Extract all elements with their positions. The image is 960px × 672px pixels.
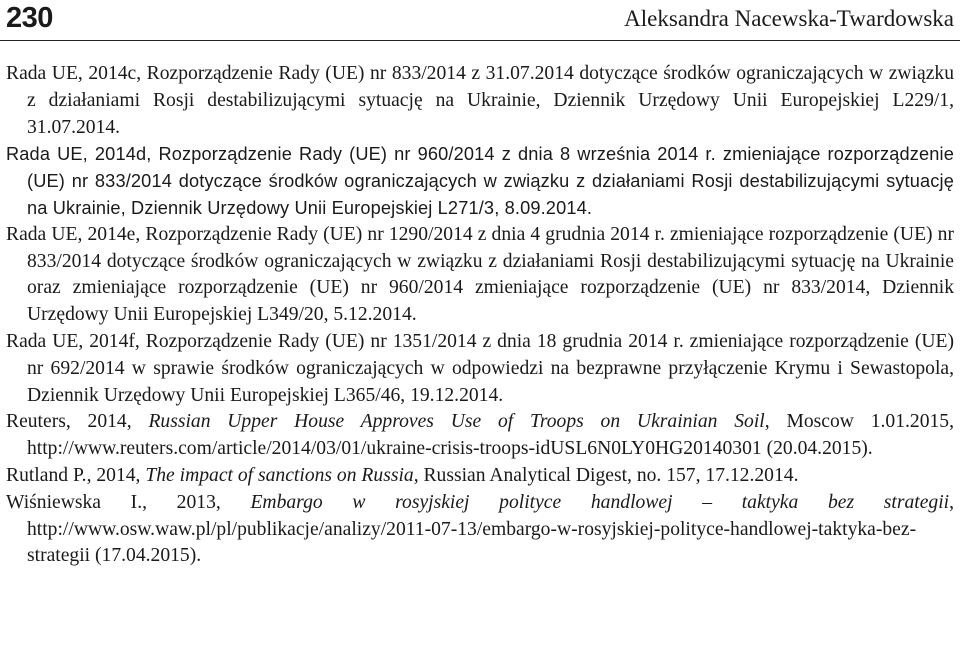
reference-details: , Russian Analytical Digest, no. 157, 17.12.2014. <box>413 464 799 486</box>
reference-text: Rada UE, 2014c, Rozporządzenie Rady (UE) nr 833/2014 z 31.07.2014 dotyczące środków ograniczających w związku z działaniami Rosji destabilizującymi sytuację na Ukrainie, Dziennik Urzędowy Unii Europejskiej L229/1, 31.07.2014. <box>6 63 954 138</box>
reference-item <box>6 409 954 463</box>
reference-item <box>6 222 954 329</box>
reference-access-date: (17.04.2015). <box>90 545 202 567</box>
reference-item <box>6 61 954 141</box>
reference-item <box>6 329 954 409</box>
references-list <box>6 61 954 570</box>
reference-title: Russian Upper House Approves Use of Troops on Ukrainian Soil <box>148 411 765 433</box>
reference-item <box>6 141 954 221</box>
reference-details: , Moscow 1.01.2015, <box>764 411 954 433</box>
reference-title: Embargo w rosyjskiej polityce handlowej – taktyka bez strategii <box>250 491 950 513</box>
reference-text: Rada UE, 2014f, Rozporządzenie Rady (UE) nr 1351/2014 z dnia 18 grudnia 2014 r. zmieniające rozporządzenie (UE) nr 692/2014 w sprawie środków ograniczających w odpowiedzi na bezprawne przyłączenie Krymu i Sewastopola, Dziennik Urzędowy Unii Europejskiej L365/46, 19.12.2014. <box>6 330 954 406</box>
reference-author-year: Reuters, 2014, <box>6 411 149 433</box>
reference-author-year: Wiśniewska I., 2013, <box>6 491 251 513</box>
reference-item <box>6 490 954 570</box>
page-number: 230 <box>6 2 53 34</box>
reference-url-link[interactable]: http://www.reuters.com/article/2014/03/01/ukraine-crisis-troops-idUSL6N0LY0HG20140301 <box>27 438 762 460</box>
reference-item <box>6 463 954 490</box>
reference-title: The impact of sanctions on Russia <box>145 464 414 486</box>
reference-text: Rada UE, 2014d, Rozporządzenie Rady (UE) nr 960/2014 z dnia 8 września 2014 r. zmieniające rozporządzenie (UE) nr 833/2014 dotyczące środków ograniczających w związku z działaniami Rosji destabilizującymi sytuację na Ukrainie, Dziennik Urzędowy Unii Europejskiej L271/3, 8.09.2014. <box>6 144 954 218</box>
page-header <box>0 0 960 41</box>
running-head-author: Aleksandra Nacewska-Twardowska <box>624 6 954 31</box>
reference-text: Rada UE, 2014e, Rozporządzenie Rady (UE) nr 1290/2014 z dnia 4 grudnia 2014 r. zmieniające rozporządzenie (UE) nr 833/2014 dotyczące środków ograniczających w związku z działaniami Rosji destabilizującymi sytuację na Ukrainie oraz zmieniające rozporządzenie (UE) nr 960/2014 zmieniające rozporządzenie (UE) nr 833/2014, Dziennik Urzędowy Unii Europejskiej L349/20, 5.12.2014. <box>6 223 954 326</box>
reference-author-year: Rutland P., 2014, <box>6 464 146 486</box>
reference-details: , <box>949 491 954 513</box>
reference-url-link[interactable]: http://www.osw.waw.pl/pl/publikacje/analizy/2011-07-13/embargo-w-rosyjskiej-polityce-handlowej-taktyka-bez-strategii <box>27 518 917 567</box>
reference-access-date: (20.04.2015). <box>761 438 873 460</box>
